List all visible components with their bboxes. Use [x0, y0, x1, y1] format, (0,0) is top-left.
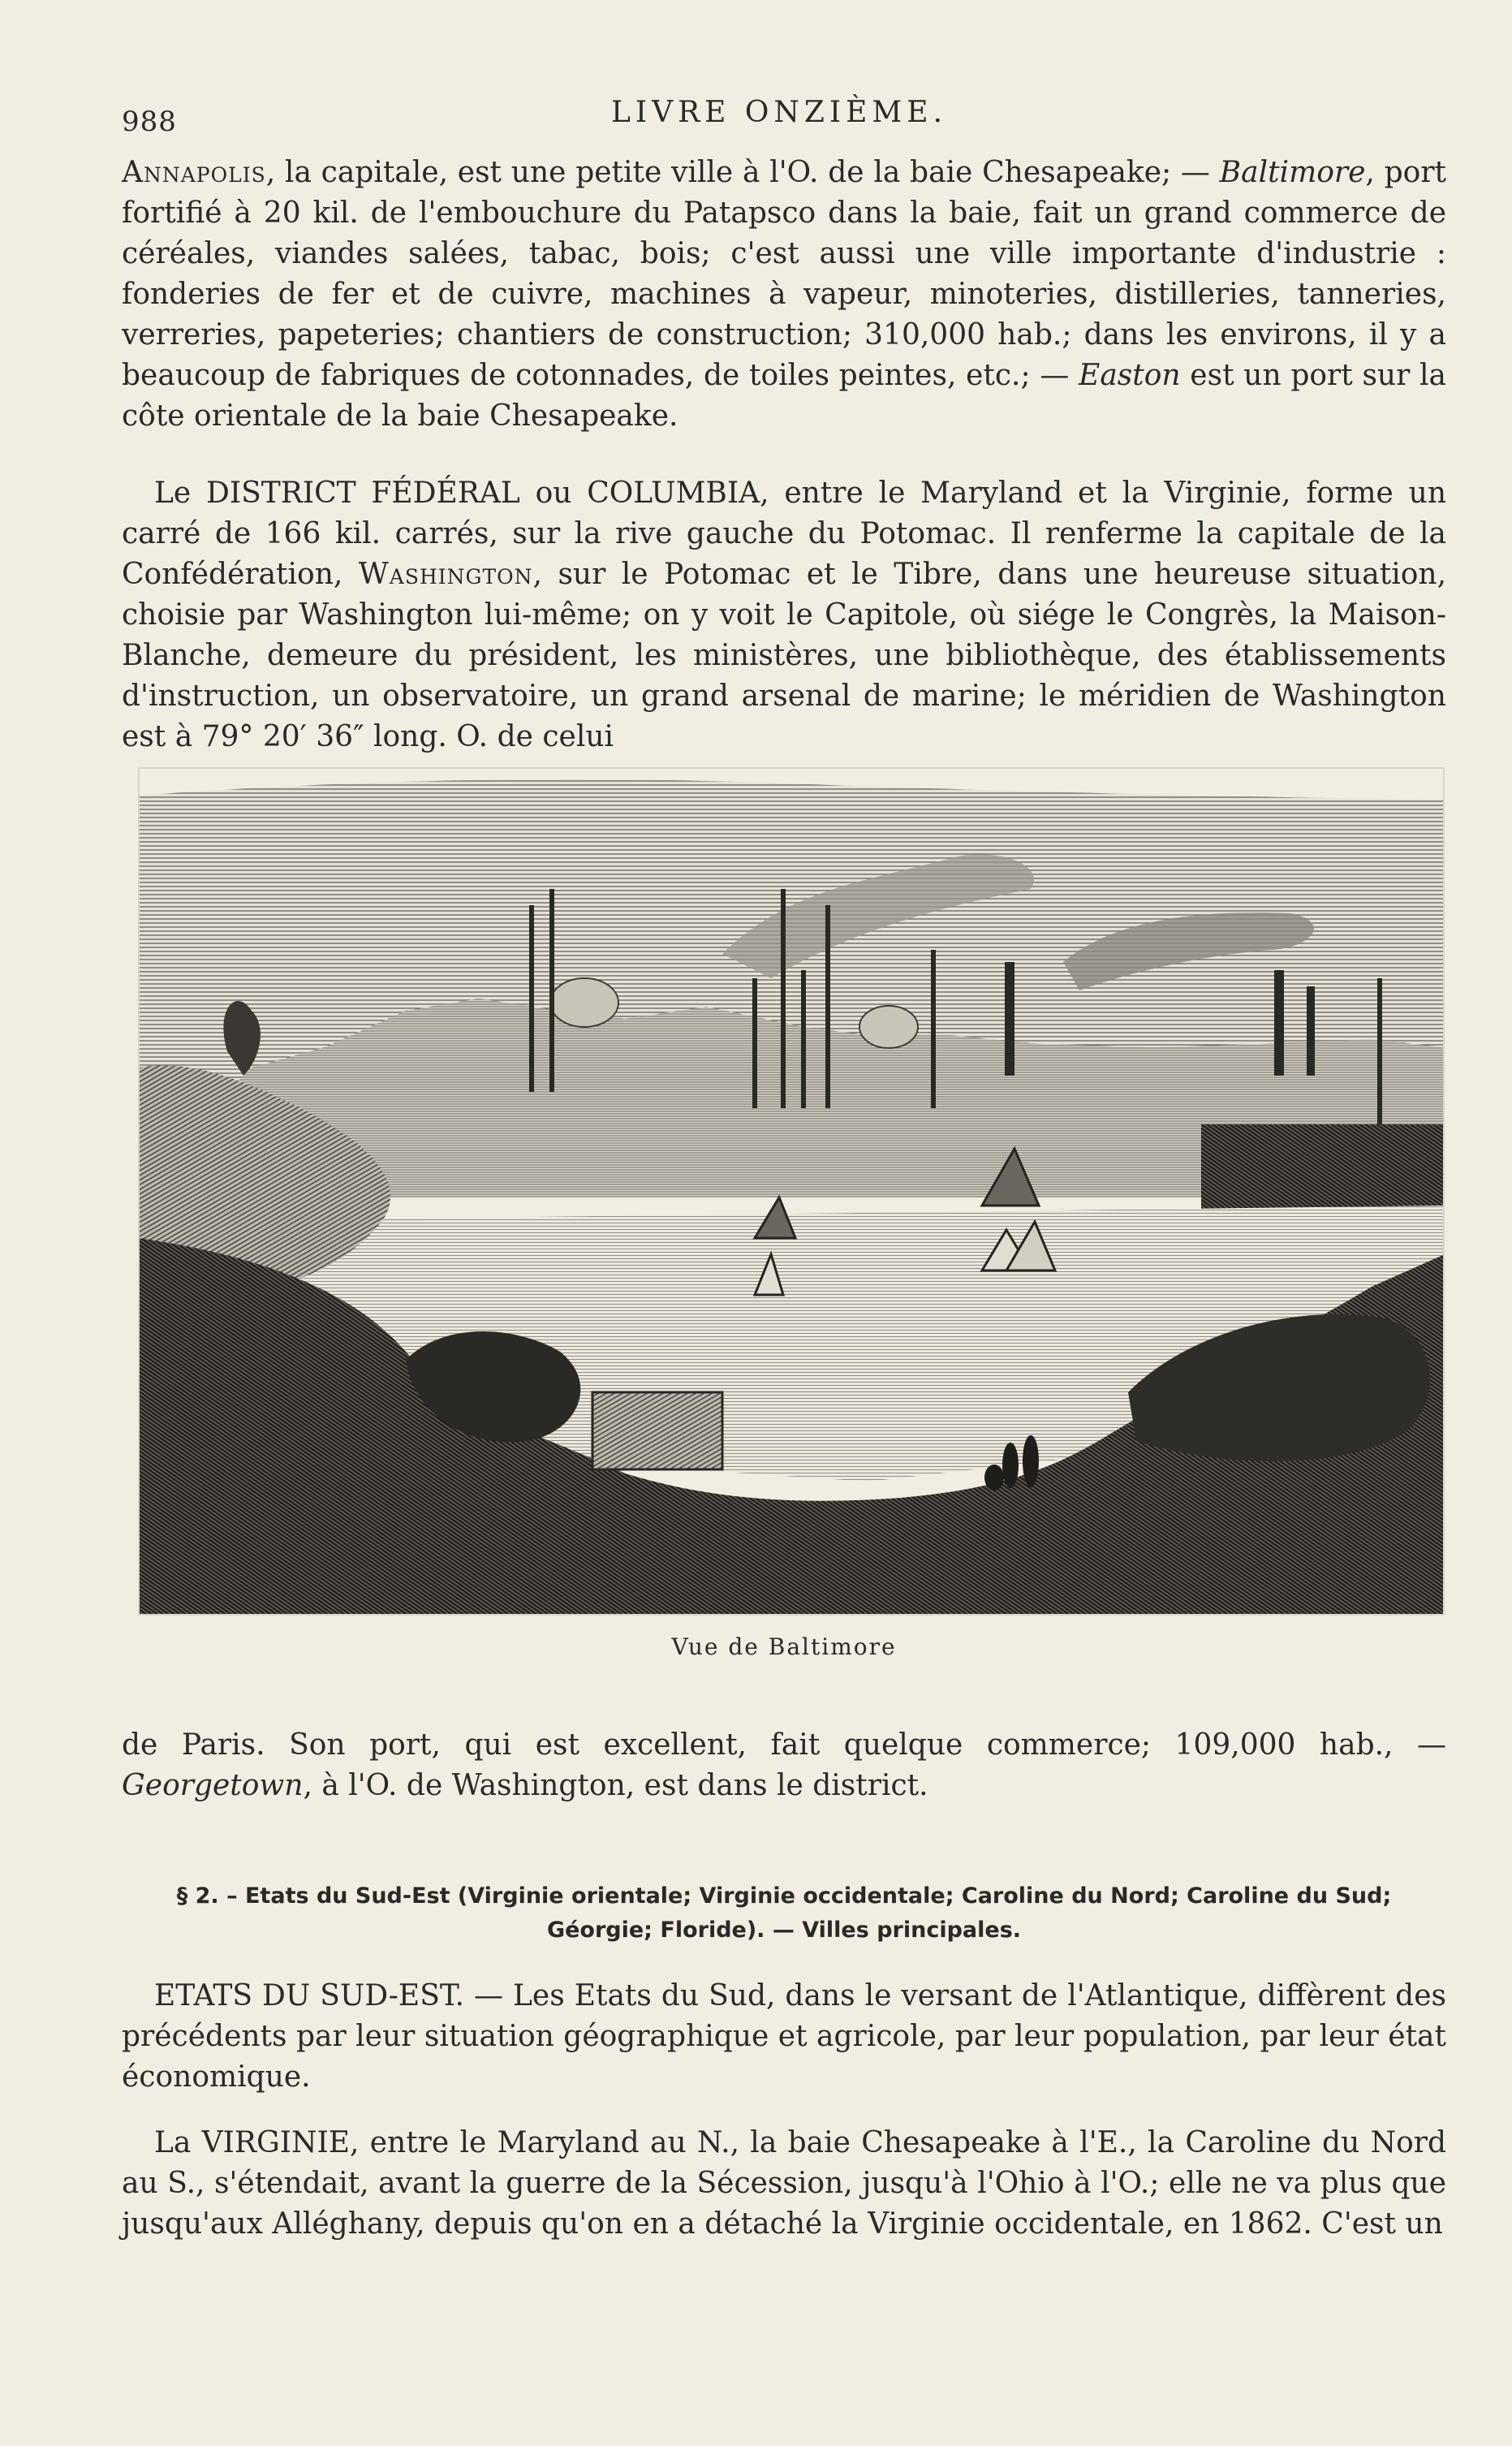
- place-georgetown: Georgetown: [122, 1769, 304, 1802]
- section-heading: § 2. – Etats du Sud-Est (Virginie orientale; Virginie occidentale; Caroline du Nord; Caroline du Sud; Géorgie; Floride). — Villes principales.: [176, 1883, 1392, 1943]
- paragraph-district-columbia: [122, 473, 1446, 757]
- paragraph-virginie: La VIRGINIE, entre le Maryland au N., la baie Chesapeake à l'E., la Caroline du Nord au S., s'étendait, avant la guerre de la Sécession, jusqu'à l'Ohio à l'O.; elle ne va plus que jusqu'aux Alléghany, depuis qu'on en a détaché la Virginie occidentale, en 1862. C'est un: [122, 2126, 1446, 2241]
- text-run: , sur le Potomac et le Tibre, dans une heureuse situation, choisie par Washington lui-même; on y voit le Capitole, où siége le Congrès, la Maison-Blanche, demeure du président, les ministères, une bibliothèque, des établissements d'instruction, un observatoire, un grand arsenal de marine; le méridien de Washington est à 79° 20′ 36″ long. O. de celui: [122, 558, 1447, 753]
- paragraph-etats-sud-est: ETATS DU SUD-EST. — Les Etats du Sud, dans le versant de l'Atlantique, diffèrent des précédents par leur situation géographique et agricole, par leur population, par leur état économique.: [122, 1979, 1446, 2094]
- paragraph-maryland-cities: [122, 153, 1446, 437]
- figure-caption: Vue de Baltimore: [671, 1633, 897, 1660]
- text-run: de Paris. Son port, qui est excellent, fait quelque commerce; 109,000 hab., —: [122, 1728, 1446, 1762]
- text-run: , à l'O. de Washington, est dans le district.: [303, 1769, 928, 1802]
- page-header: [122, 91, 1437, 140]
- text-run: est un port sur la côte orientale de la baie Chesapeake.: [122, 359, 1446, 433]
- place-easton: Easton: [1079, 359, 1181, 392]
- engraving-baltimore: [138, 767, 1445, 1616]
- page-number: 988: [122, 106, 177, 138]
- paragraph-washington-port: [122, 1725, 1446, 1806]
- dome: [550, 978, 618, 1027]
- engraving-illustration: [138, 767, 1445, 1616]
- hut: [592, 1392, 722, 1469]
- place-baltimore: Baltimore: [1219, 156, 1366, 189]
- dome: [859, 1006, 918, 1048]
- place-washington: Washington: [358, 558, 533, 591]
- text-run: , port fortifié à 20 kil. de l'embouchure du Patapsco dans la baie, fait un grand commerce de céréales, viandes salées, tabac, bois; c'est aussi une ville importante d'industrie : fonderies de fer et de cuivre, machines à vapeur, minoteries, distilleries, tanneries, verreries, papeteries; chantiers de construction; 310,000 hab.; dans les environs, il y a beaucoup de fabriques de cotonnades, de toiles peintes, etc.; —: [122, 156, 1446, 392]
- place-annapolis: Annapolis: [122, 156, 266, 189]
- text-run: , la capitale, est une petite ville à l'O. de la baie Chesapeake; —: [265, 156, 1220, 189]
- text-run: Le DISTRICT FÉDÉRAL ou COLUMBIA, entre le Maryland et la Virginie, forme un carré de 166 kil. carrés, sur la rive gauche du Potomac. Il renferme la capitale de la Confédération,: [122, 477, 1446, 591]
- harbor-buildings: [1201, 1124, 1445, 1210]
- running-title: LIVRE ONZIÈME.: [610, 96, 948, 129]
